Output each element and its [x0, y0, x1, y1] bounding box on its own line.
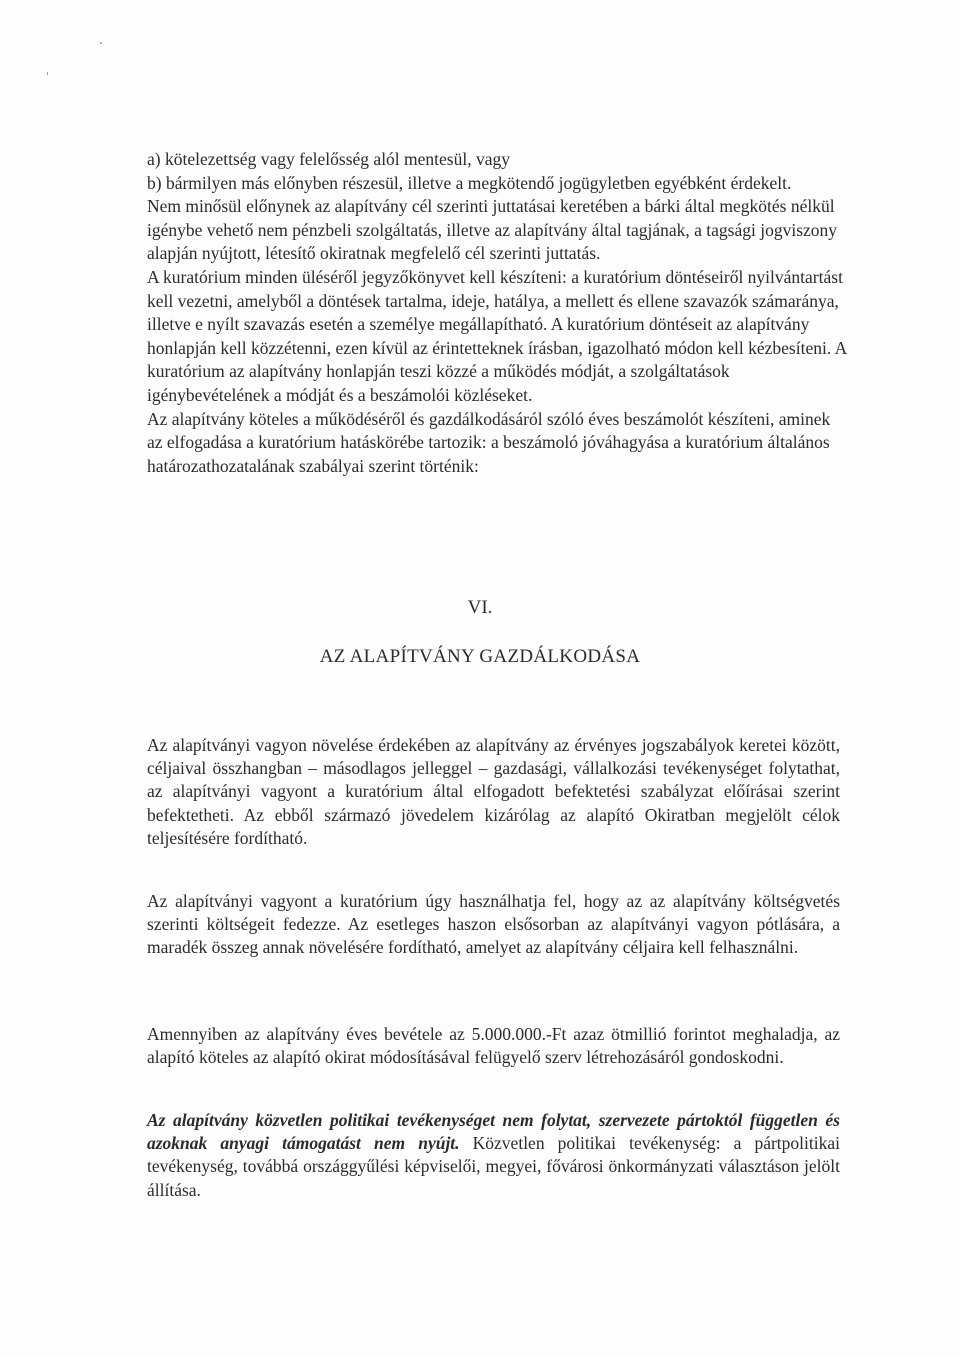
benefit-exception-paragraph: Nem minősül előnynek az alapítvány cél szerinti juttatásai keretében a bárki által megkötés nélkül igénybe vehető nem pénzbeli szolgáltatás, illetve az alapítvány által tagjának, a tagsági jogviszony alapján nyújtott, létesítő okiratnak megfelelő cél szerinti juttatás.	[147, 196, 838, 264]
board-minutes-paragraph: A kuratórium minden üléséről jegyzőkönyvet kell készíteni: a kuratórium döntéseiről nyilvántartást kell vezetni, amelyből a döntések tartalma, ideje, hatálya, a mellett és ellene szavazók számaránya, illetve e nyílt szavazás esetén a személye megállapítható. A kuratórium döntéseit az alapítvány honlapján kell közzétenni, ezen kívül az érintetteknek írásban, igazolható módon kell kézbesíteni. A kuratórium az alapítvány honlapján teszi közzé a működés módját, a szolgáltatások igénybevételének a módját és a beszámolói közléseket.	[147, 266, 847, 405]
continued-section	[147, 148, 847, 478]
annual-report-paragraph: Az alapítvány köteles a működéséről és gazdálkodásáról szóló éves beszámolót készíteni, aminek az elfogadása a kuratórium hatáskörébe tartozik: a beszámoló jóváhagyása a kuratórium általános határozathozatalának szabályai szerint történik:	[147, 408, 831, 476]
chapter-title: AZ ALAPÍTVÁNY GAZDÁLKODÁSA	[319, 646, 641, 667]
political-activity-paragraph	[147, 1109, 840, 1202]
scan-speck	[100, 42, 102, 44]
asset-use-paragraph: Az alapítványi vagyont a kuratórium úgy használhatja fel, hogy az az alapítvány költségvetés szerinti költségeit fedezze. Az esetleges haszon elsősorban az alapítványi vagyon pótlására, a maradék összeg annak növelésére fordítható, amelyet az alapítvány céljaira kell felhasználni.	[147, 891, 840, 958]
political-neutrality-statement: Az alapítvány közvetlen politikai tevékenységet nem folytat, szervezete pártoktól független és azoknak anyagi támogatást nem nyújt.	[147, 1110, 840, 1154]
supervisory-body-paragraph: Amennyiben az alapítvány éves bevétele az 5.000.000.-Ft azaz ötmillió forintot meghaladja, az alapító köteles az alapító okirat módosításával felügyelő szerv létrehozásáról gondoskodni.	[147, 1024, 840, 1068]
chapter-number: VI.	[467, 597, 493, 618]
scan-speck	[47, 72, 48, 75]
item-b: b) bármilyen más előnyben részesül, illetve a megkötendő jogügyletben egyébként érdekelt.	[147, 172, 792, 193]
asset-growth-paragraph: Az alapítványi vagyon növelése érdekében az alapítvány az érvényes jogszabályok keretei között, céljaival összhangban – másodlagos jelleggel – gazdasági, vállalkozási tevékenységet folytathat, az alapítványi vagyont a kuratórium által elfogadott befektetési szabályzat előírásai szerint befektetheti. Az ebből származó jövedelem kizárólag az alapító Okiratban megjelölt célok teljesítésére fordítható.	[147, 735, 840, 848]
item-a: a) kötelezettség vagy felelősség alól mentesül, vagy	[147, 149, 510, 169]
political-activity-definition: Közvetlen politikai tevékenység: a pártpolitikai tevékenység, továbbá országgyűlési képviselői, megyei, fővárosi önkormányzati választáson jelölt állítása.	[147, 1133, 840, 1200]
